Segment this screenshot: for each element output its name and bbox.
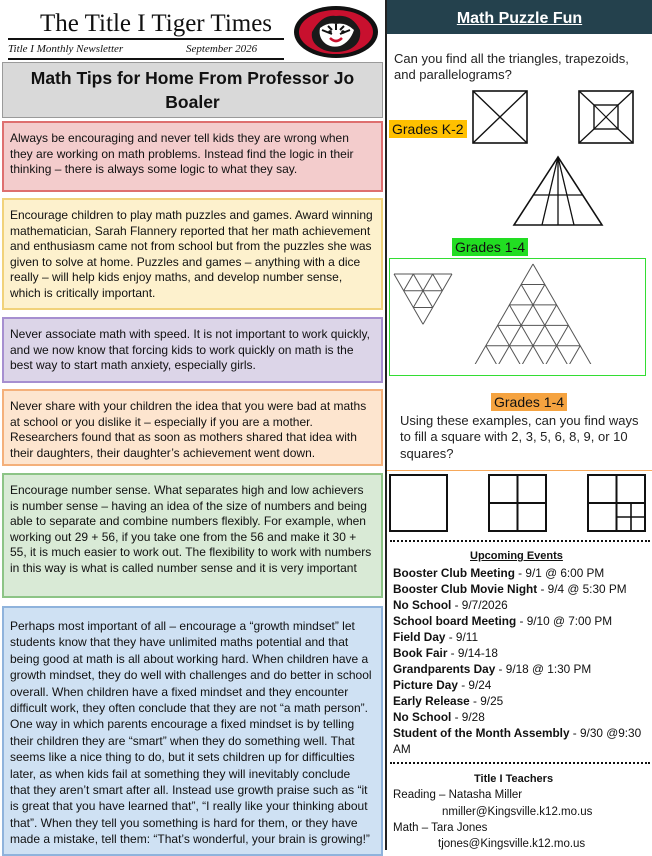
square-four-icon (488, 474, 548, 537)
tip-puzzles-games: Encourage children to play math puzzles and games. Award winning mathematician, Sarah Flannery reported that her math achievement and enthusiasm came not from school but from the puzzles she was given to solve at home. Puzzles and games – anything with a dice really – will help kids enjoy maths, and develop number sense, which is critically important. (2, 198, 383, 310)
event-item: Book Fair - 9/14-18 (393, 646, 498, 660)
grades-1-4-squares-label: Grades 1-4 (491, 393, 567, 411)
event-item: Booster Club Movie Night - 9/4 @ 5:30 PM (393, 582, 627, 596)
puzzle-divider (387, 470, 652, 471)
event-item: School board Meeting - 9/10 @ 7:00 PM (393, 614, 613, 628)
teachers-top-dotted-rule (390, 762, 650, 764)
tip-number-sense: Encourage number sense. What separates high and low achievers is number sense – having an idea of the size of numbers and being able to separate and combine numbers flexibly. For example, when working out 29 + 56, if you take one from the 56 and make it 30 + 55, it is much easier to work out. The flexibility to work with numbers in this way is what is called number sense and it is very important (2, 473, 383, 598)
large-triangle-grid-icon (472, 262, 602, 369)
tip-growth-mindset: Perhaps most important of all – encourage a “growth mindset” let students know that they have unlimited maths potential and that being good at math is all about working hard. When children have a growth mindset, they do well with challenges and do better in school overall. When children have a fixed mindset and they encounter difficult work, they often conclude that they are not “a math person”. One way in which parents encourage a fixed mindset is by telling their children they are “smart” when they do something well. That seems like a nice thing to do, but it sets children up for difficulties later, as when kids fail at something they will inevitably conclude that they aren’t smart after all. Instead use growth praise such as “it is great that you have learned that”, “I really like your thinking about that”. When they tell you something is hard for them, or they have made a mistake, tell them: “That’s wonderful, your brain is growing!” (2, 606, 383, 856)
small-triangle-grid-icon (392, 272, 484, 333)
reading-teacher-email[interactable]: nmiller@Kingsville.k12.mo.us (442, 806, 593, 818)
teachers-heading: Title I Teachers (474, 773, 554, 785)
event-item: Booster Club Meeting - 9/1 @ 6:00 PM (393, 566, 605, 580)
event-item: Field Day - 9/11 (393, 630, 479, 644)
newsletter-title: The Title I Tiger Times (40, 10, 273, 37)
puzzle-question: Can you find all the triangles, trapezoids, and parallelograms? (394, 51, 629, 82)
tiger-logo-icon (292, 4, 380, 60)
column-divider (385, 0, 387, 850)
math-teacher-email[interactable]: tjones@Kingsville.k12.mo.us (438, 838, 586, 850)
square-x-shape-icon (472, 90, 528, 149)
title-rule (8, 38, 284, 40)
puzzle-heading: Math Puzzle Fun (456, 10, 583, 27)
square-question: Using these examples, can you find ways to fill a square with 2, 3, 5, 6, 8, 9, or 10 squares? (400, 413, 639, 461)
triangle-shape-icon (512, 155, 604, 232)
nested-square-shape-icon (578, 90, 634, 149)
newsletter-date: September 2026 (186, 43, 258, 55)
event-item: Picture Day - 9/24 (393, 678, 492, 692)
math-teacher: Math – Tara Jones (393, 822, 488, 834)
events-list (393, 565, 649, 757)
events-top-dotted-rule (390, 540, 650, 542)
event-item: Student of the Month Assembly - 9/30 @9:30 AM (393, 726, 642, 756)
tip-speed: Never associate math with speed. It is not important to work quickly, and we now know that forcing kids to work quickly on math is the best way to start math anxiety, especially girls. (2, 317, 383, 383)
tip-encouraging: Always be encouraging and never tell kids they are wrong when they are working on math problems. Instead find the logic in their thinking – there is always some logic to what they say. (2, 121, 383, 192)
events-heading: Upcoming Events (470, 550, 563, 562)
square-seven-icon (587, 474, 647, 537)
event-item: Grandparents Day - 9/18 @ 1:30 PM (393, 662, 592, 676)
reading-teacher: Reading – Natasha Miller (393, 789, 523, 801)
subtitle-rule (8, 58, 284, 60)
event-item: No School - 9/7/2026 (393, 598, 508, 612)
tip-bad-at-maths: Never share with your children the idea that you were bad at maths at school or you dislike it – especially if you are a mother. Researchers found that as soon as mothers shared that idea with their daughters, their daughter’s achievement went down. (2, 389, 383, 466)
event-item: No School - 9/28 (393, 710, 485, 724)
math-tips-heading: Math Tips for Home From Professor Jo Boaler (2, 62, 383, 118)
square-one-icon (389, 474, 449, 537)
grades-1-4-label: Grades 1-4 (452, 238, 528, 256)
event-item: Early Release - 9/25 (393, 694, 504, 708)
grades-k2-label: Grades K-2 (389, 120, 467, 138)
newsletter-subtitle: Title I Monthly Newsletter (8, 43, 124, 55)
